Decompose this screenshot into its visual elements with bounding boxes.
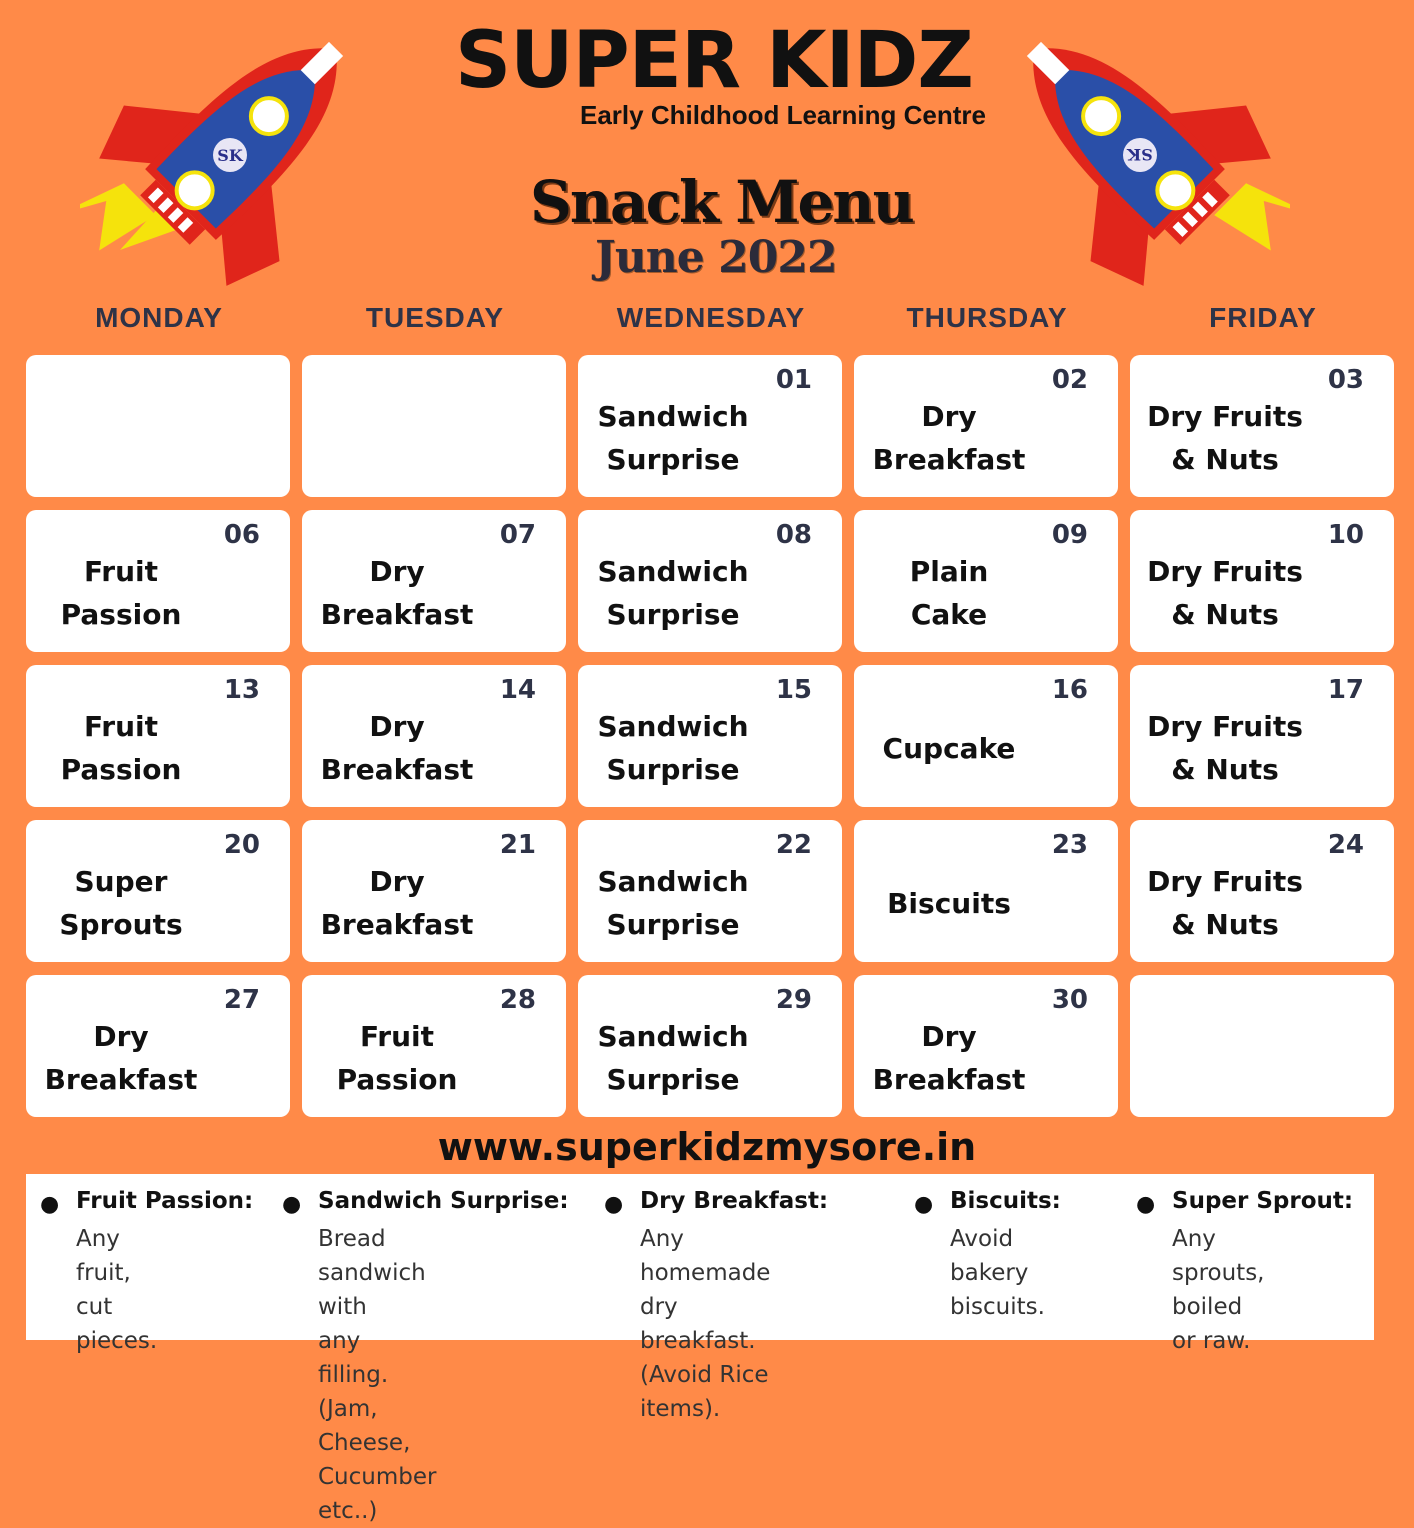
cell-snack: Fruit Passion — [60, 710, 182, 786]
cell-snack: Dry Fruits & Nuts — [1147, 400, 1303, 476]
legend-desc: Bread sandwich with any filling. (Jam, Cheese, Cucumber etc..) — [318, 1226, 437, 1524]
calendar-cell — [578, 355, 842, 497]
day-header-thursday: THURSDAY — [906, 302, 1068, 333]
calendar-cell — [854, 355, 1118, 497]
cell-snack: Fruit Passion — [60, 555, 182, 631]
cell-snack: Sandwich Surprise — [597, 865, 749, 941]
website-link[interactable]: www.superkidzmysore.in — [437, 1125, 977, 1169]
cell-snack: Dry Breakfast — [320, 865, 474, 941]
calendar-cell — [26, 510, 290, 652]
cell-date: 27 — [223, 985, 260, 1015]
brand-title: SUPER KIDZ — [455, 16, 973, 106]
cell-snack: Dry Fruits & Nuts — [1147, 710, 1303, 786]
cell-snack: Dry Breakfast — [320, 710, 474, 786]
cell-date: 28 — [499, 985, 536, 1015]
bullet-icon: ● — [1136, 1192, 1156, 1217]
calendar-cell — [578, 510, 842, 652]
cell-date: 23 — [1051, 830, 1088, 860]
cell-snack — [1130, 1003, 1320, 1113]
legend-desc: Avoid bakery biscuits. — [950, 1226, 1045, 1320]
cell-snack: Biscuits — [887, 886, 1011, 920]
day-header-wednesday: WEDNESDAY — [616, 302, 806, 333]
cell-date: 09 — [1051, 520, 1088, 550]
cell-snack — [26, 383, 216, 493]
cell-snack — [302, 383, 492, 493]
calendar-cell — [578, 665, 842, 807]
rocket-icon-right — [990, 30, 1290, 290]
calendar-cell — [578, 820, 842, 962]
calendar-cell — [1130, 975, 1394, 1117]
cell-date: 24 — [1327, 830, 1364, 860]
calendar-cell — [26, 820, 290, 962]
calendar-cell — [1130, 510, 1394, 652]
cell-date: 30 — [1051, 985, 1088, 1015]
cell-snack: Sandwich Surprise — [597, 710, 749, 786]
legend-title: Dry Breakfast: — [640, 1188, 829, 1214]
calendar-cell — [1130, 665, 1394, 807]
cell-snack: Sandwich Surprise — [597, 555, 749, 631]
cell-date: 02 — [1051, 365, 1088, 395]
bullet-icon: ● — [40, 1192, 60, 1217]
cell-date: 14 — [499, 675, 536, 705]
cell-date: 13 — [223, 675, 260, 705]
legend-title: Super Sprout: — [1172, 1188, 1354, 1214]
cell-snack: Dry Fruits & Nuts — [1147, 865, 1303, 941]
cell-date: 22 — [775, 830, 812, 860]
cell-date: 21 — [499, 830, 536, 860]
cell-date: 15 — [775, 675, 812, 705]
flame-icon — [1214, 166, 1290, 265]
cell-snack: Dry Breakfast — [320, 555, 474, 631]
rocket-icon-left — [80, 30, 380, 290]
cell-date: 16 — [1051, 675, 1088, 705]
calendar-cell — [302, 975, 566, 1117]
cell-snack: Sandwich Surprise — [597, 400, 749, 476]
calendar-cell — [302, 510, 566, 652]
cell-date: 20 — [223, 830, 260, 860]
cell-date: 07 — [499, 520, 536, 550]
calendar-cell — [26, 355, 290, 497]
legend-desc: Any homemade dry breakfast. (Avoid Rice items). — [640, 1226, 771, 1422]
bullet-icon: ● — [604, 1192, 624, 1217]
flame-icon — [80, 166, 156, 265]
logo-text-right: SK — [1127, 145, 1153, 164]
legend-title: Fruit Passion: — [76, 1188, 254, 1214]
calendar-cell — [854, 820, 1118, 962]
calendar-cell — [578, 975, 842, 1117]
day-header-friday: FRIDAY — [1209, 302, 1317, 333]
cell-snack: Sandwich Surprise — [597, 1020, 749, 1096]
cell-date: 17 — [1327, 675, 1364, 705]
cell-snack: Dry Fruits & Nuts — [1147, 555, 1303, 631]
cell-snack: Fruit Passion — [336, 1020, 458, 1096]
calendar-cell — [26, 975, 290, 1117]
calendar-cell — [1130, 355, 1394, 497]
bullet-icon: ● — [282, 1192, 302, 1217]
day-header-tuesday: TUESDAY — [365, 302, 505, 333]
cell-snack: Super Sprouts — [59, 865, 183, 941]
calendar-cell — [302, 665, 566, 807]
brand-subtitle: Early Childhood Learning Centre — [580, 100, 986, 130]
legend-desc: Any fruit, cut pieces. — [76, 1226, 158, 1354]
cell-date: 29 — [775, 985, 812, 1015]
logo-text-left: SK — [217, 146, 243, 165]
cell-date: 01 — [775, 365, 812, 395]
calendar-cell — [302, 820, 566, 962]
cell-snack: Dry Breakfast — [872, 1020, 1026, 1096]
day-header-monday: MONDAY — [95, 302, 223, 333]
cell-snack: Dry Breakfast — [44, 1020, 198, 1096]
legend-box — [26, 1174, 1374, 1524]
calendar-cell — [1130, 820, 1394, 962]
menu-title: Snack Menu — [530, 168, 913, 236]
calendar-cell — [26, 665, 290, 807]
menu-month: June 2022 — [595, 232, 837, 283]
calendar-cell — [302, 355, 566, 497]
calendar-cell — [854, 975, 1118, 1117]
cell-date: 03 — [1327, 365, 1364, 395]
calendar-cell — [854, 665, 1118, 807]
legend-title: Sandwich Surprise: — [318, 1188, 569, 1214]
cell-date: 10 — [1327, 520, 1364, 550]
cell-snack: Plain Cake — [909, 555, 989, 631]
calendar-cell — [854, 510, 1118, 652]
cell-snack: Dry Breakfast — [872, 400, 1026, 476]
legend-title: Biscuits: — [950, 1188, 1061, 1214]
bullet-icon: ● — [914, 1192, 934, 1217]
cell-date: 06 — [223, 520, 260, 550]
cell-date: 08 — [775, 520, 812, 550]
cell-snack: Cupcake — [882, 731, 1016, 765]
legend-desc: Any sprouts, boiled or raw. — [1172, 1226, 1265, 1354]
